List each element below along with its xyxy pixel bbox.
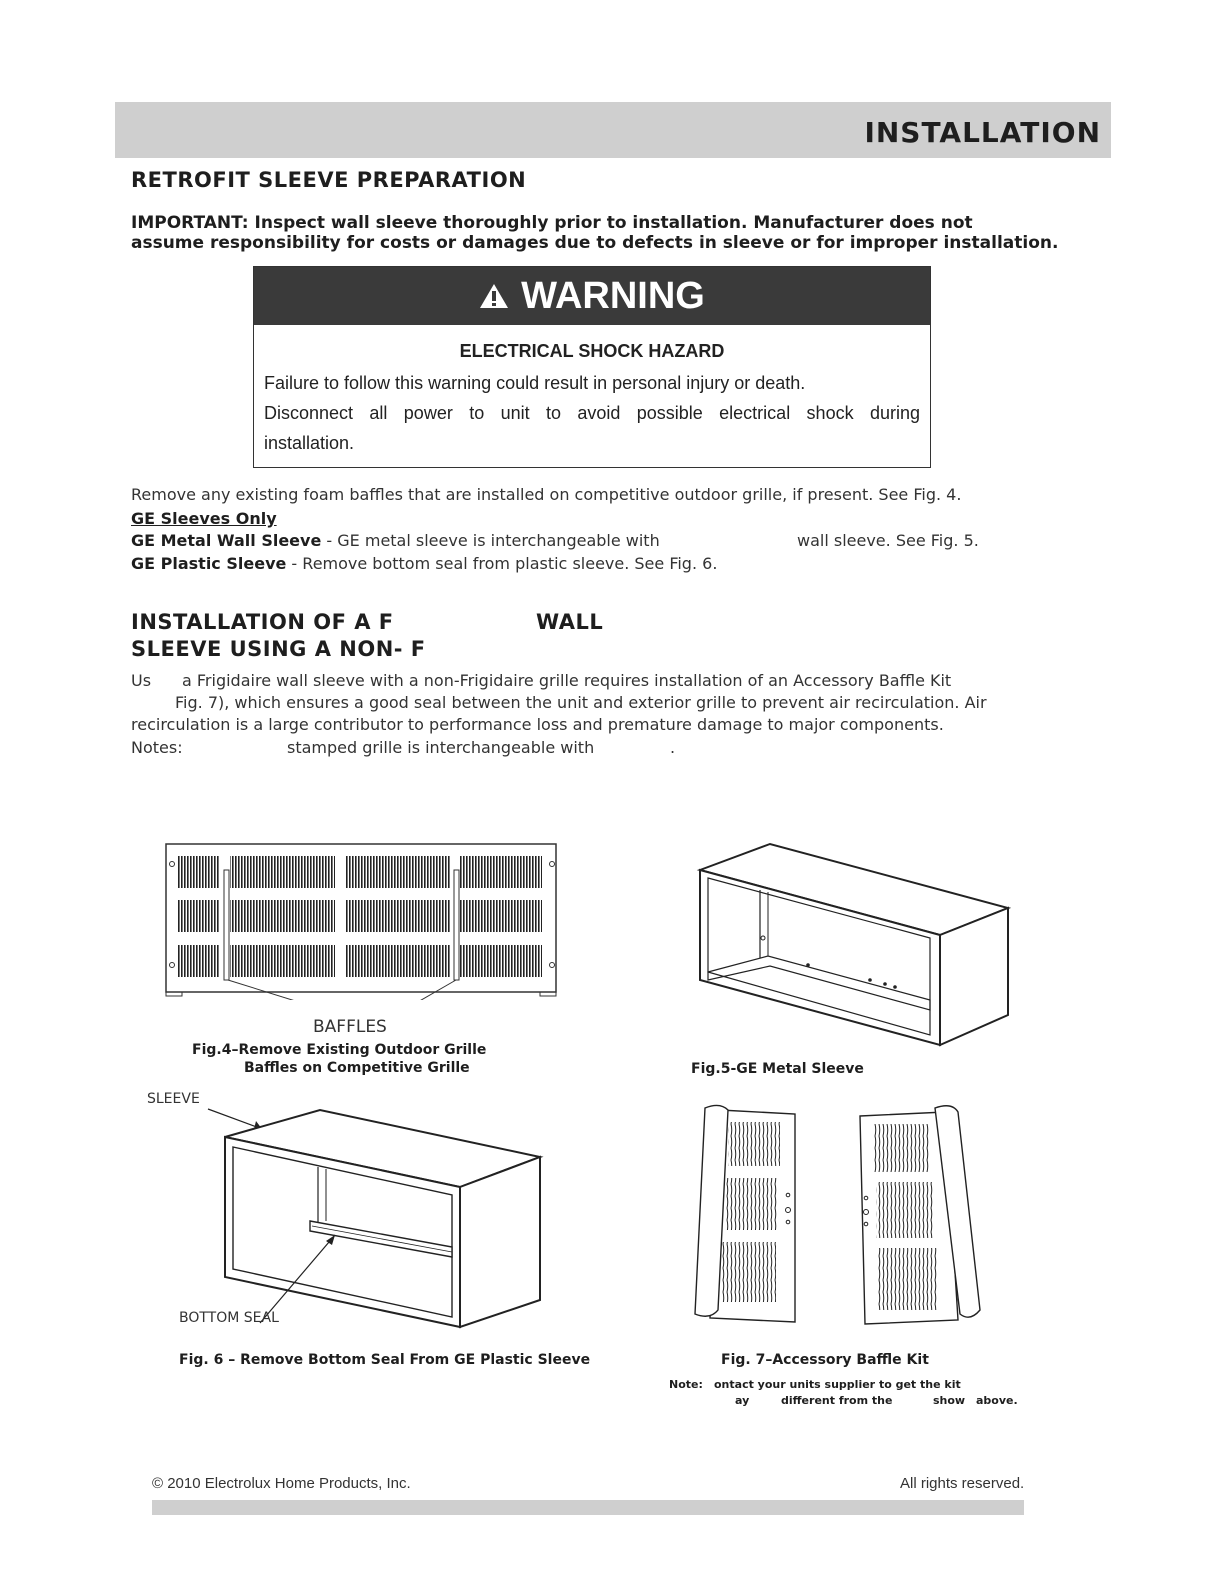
warning-header [254, 267, 930, 325]
fig4-caption-line-2: Baffles on Competitive Grille [244, 1060, 470, 1076]
warning-line-2: Disconnect all power to unit to avoid possible electrical shock during [264, 403, 920, 423]
note-line-1: ontact your units supplier to get the kit [714, 1378, 961, 1391]
ge-metal-sleeve-text: - GE metal sleeve is interchangeable with [321, 531, 660, 550]
fig7-baffle-kit-drawing [670, 1100, 990, 1335]
fig4-grille-drawing [160, 840, 565, 1000]
footer-rights: All rights reserved. [900, 1475, 1025, 1492]
section-title-retrofit: RETROFIT SLEEVE PREPARATION [131, 168, 527, 192]
notes-end: . [670, 738, 676, 757]
important-line-1: IMPORTANT: Inspect wall sleeve thoroughly prior to installation. Manufacturer does not [131, 213, 973, 233]
section-title-installation-line2: SLEEVE USING A NON- F [131, 637, 426, 661]
bottom-seal-label: BOTTOM SEAL [179, 1310, 279, 1326]
ge-plastic-sleeve-text: - Remove bottom seal from plastic sleeve. See Fig. 6. [286, 554, 718, 573]
page-title: INSTALLATION [864, 116, 1101, 149]
important-notice [131, 213, 1121, 253]
fig6-plastic-sleeve-drawing [140, 1095, 550, 1335]
ge-plastic-sleeve-label: GE Plastic Sleeve [131, 554, 287, 573]
baffles-label: BAFFLES [313, 1017, 387, 1037]
remove-baffles-text: Remove any existing foam baffles that are installed on competitive outdoor grille, if present. See Fig. 4. [131, 485, 962, 504]
section-title-installation-a: INSTALLATION OF A F [131, 610, 394, 634]
fig6-caption: Fig. 6 – Remove Bottom Seal From GE Plastic Sleeve [179, 1352, 591, 1368]
warning-box [253, 266, 931, 468]
ge-metal-sleeve-label: GE Metal Wall Sleeve [131, 531, 322, 550]
ge-metal-sleeve-line [131, 530, 660, 552]
fig4-caption-line-1: Fig.4–Remove Existing Outdoor Grille [192, 1042, 487, 1058]
warning-line-1: Failure to follow this warning could result in personal injury or death. [264, 373, 806, 393]
note-line-2b: different from the [781, 1394, 893, 1407]
footer-bar [152, 1500, 1024, 1515]
warning-subheading: ELECTRICAL SHOCK HAZARD [459, 341, 725, 361]
note-line-2d: above. [976, 1394, 1018, 1407]
para-line-1b: a Frigidaire wall sleeve with a non-Frigidaire grille requires installation of an Accessory Baffle Kit [182, 671, 952, 690]
notes-label: Notes: [131, 738, 183, 757]
fig5-metal-sleeve-drawing [690, 840, 1015, 1050]
note-line-2c: show [933, 1394, 966, 1407]
para-line-3: recirculation is a large contributor to performance loss and premature damage to major components. [131, 715, 944, 734]
fig5-caption: Fig.5-GE Metal Sleeve [691, 1061, 864, 1077]
ge-sleeves-only-heading: GE Sleeves Only [131, 509, 277, 528]
notes-text: stamped grille is interchangeable with [287, 738, 595, 757]
ge-metal-sleeve-text-end: wall sleeve. See Fig. 5. [797, 531, 979, 550]
header-bar [115, 102, 1111, 158]
fig7-caption: Fig. 7–Accessory Baffle Kit [721, 1352, 929, 1368]
warning-line-3: installation. [264, 433, 355, 453]
section-title-installation-b: WALL [536, 610, 604, 634]
note-line-2a: ay [735, 1394, 750, 1407]
footer-copyright: © 2010 Electrolux Home Products, Inc. [152, 1475, 411, 1492]
warning-heading: WARNING [521, 275, 705, 317]
ge-plastic-sleeve-line [131, 553, 717, 575]
para-line-1a: Us [131, 671, 152, 690]
sleeve-label: SLEEVE [147, 1091, 200, 1107]
important-line-2: assume responsibility for costs or damages due to defects in sleeve or for improper installation. [131, 233, 1059, 253]
warning-triangle-icon [479, 269, 509, 327]
note-label: Note: [669, 1378, 703, 1391]
para-line-2: Fig. 7), which ensures a good seal between the unit and exterior grille to prevent air recirculation. Air [175, 693, 987, 712]
